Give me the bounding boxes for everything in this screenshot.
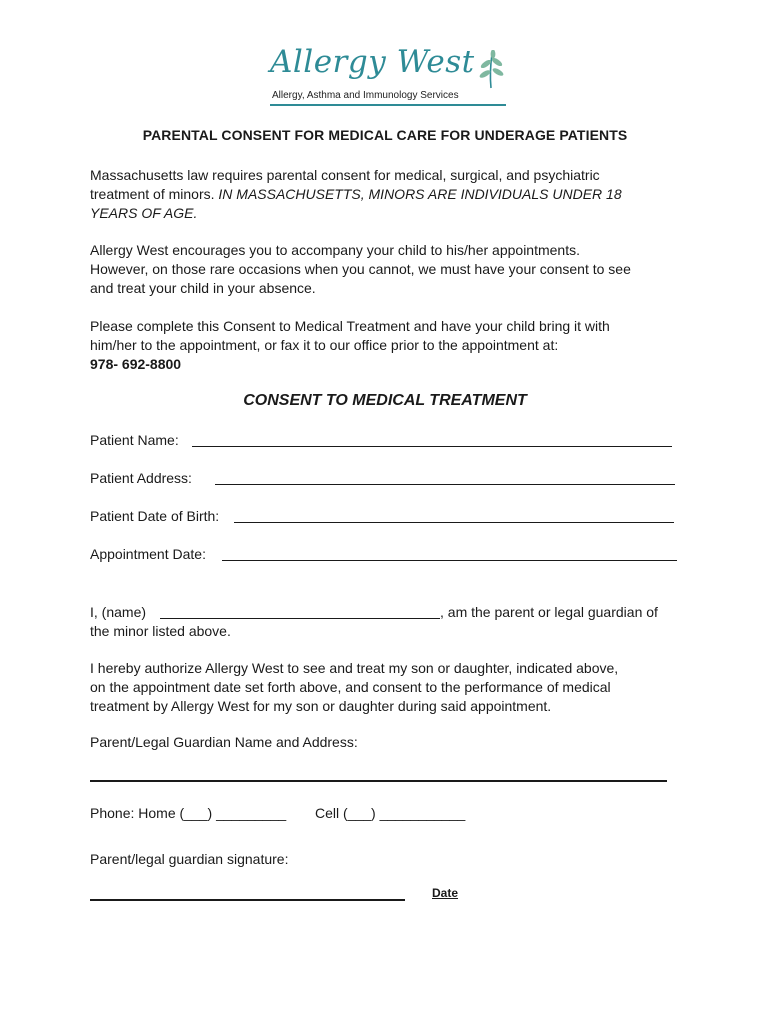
patient-name-label: Patient Name: <box>90 432 179 448</box>
guardian-name-address-label: Parent/Legal Guardian Name and Address: <box>90 734 358 750</box>
minors-definition: IN MASSACHUSETTS, MINORS ARE INDIVIDUALS UNDER 18 <box>218 186 622 202</box>
appointment-date-label: Appointment Date: <box>90 546 206 562</box>
date-label: Date <box>432 886 459 900</box>
signature-label: Parent/legal guardian signature: <box>90 851 289 867</box>
guardian-name-field[interactable] <box>160 618 440 619</box>
authorization-paragraph <box>90 659 685 716</box>
guardian-name-address-field[interactable] <box>90 780 667 782</box>
auth-line2: on the appointment date set forth above, and consent to the performance of medical <box>90 679 611 695</box>
intro-p1-line3: YEARS OF AGE. <box>90 205 198 221</box>
signature-field[interactable] <box>90 899 405 901</box>
intro-p3-line1: Please complete this Consent to Medical Treatment and have your child bring it with <box>90 318 610 334</box>
leaf-icon <box>476 50 506 90</box>
allergy-west-logo <box>266 44 510 110</box>
patient-address-label: Patient Address: <box>90 470 192 486</box>
intro-p2-line2: However, on those rare occasions when you cannot, we must have your consent to see <box>90 261 631 277</box>
intro-p2-line3: and treat your child in your absence. <box>90 280 316 296</box>
page-title: PARENTAL CONSENT FOR MEDICAL CARE FOR UNDERAGE PATIENTS <box>142 127 628 143</box>
logo-name: Allergy West <box>270 44 475 80</box>
intro-paragraph-1 <box>90 166 685 223</box>
consent-heading: CONSENT TO MEDICAL TREATMENT <box>243 392 527 409</box>
auth-line1: I hereby authorize Allergy West to see and treat my son or daughter, indicated above, <box>90 660 619 676</box>
auth-line3: treatment by Allergy West for my son or daughter during said appointment. <box>90 698 552 714</box>
phone-home-field[interactable]: Phone: Home (___) _________ <box>90 805 287 821</box>
patient-name-field[interactable] <box>192 446 672 447</box>
fax-number: 978- 692-8800 <box>90 356 182 372</box>
intro-p1-line1: Massachusetts law requires parental consent for medical, surgical, and psychiatric <box>90 167 600 183</box>
intro-p1-line2: treatment of minors. <box>90 186 219 202</box>
appointment-date-field[interactable] <box>222 560 677 561</box>
logo-rule <box>270 104 506 106</box>
guardian-statement: , am the parent or legal guardian of <box>440 604 658 620</box>
intro-p3-line2: him/her to the appointment, or fax it to our office prior to the appointment at: <box>90 337 559 353</box>
intro-paragraph-3 <box>90 317 685 374</box>
phone-cell-field[interactable]: Cell (___) ___________ <box>315 805 466 821</box>
guardian-name-label: I, (name) <box>90 604 147 620</box>
intro-paragraph-2 <box>90 241 685 298</box>
patient-dob-label: Patient Date of Birth: <box>90 508 220 524</box>
intro-p2-line1: Allergy West encourages you to accompany your child to his/her appointments. <box>90 242 580 258</box>
patient-address-field[interactable] <box>215 484 675 485</box>
minor-listed-text: the minor listed above. <box>90 623 231 639</box>
patient-dob-field[interactable] <box>234 522 674 523</box>
logo-tagline: Allergy, Asthma and Immunology Services <box>272 90 459 101</box>
